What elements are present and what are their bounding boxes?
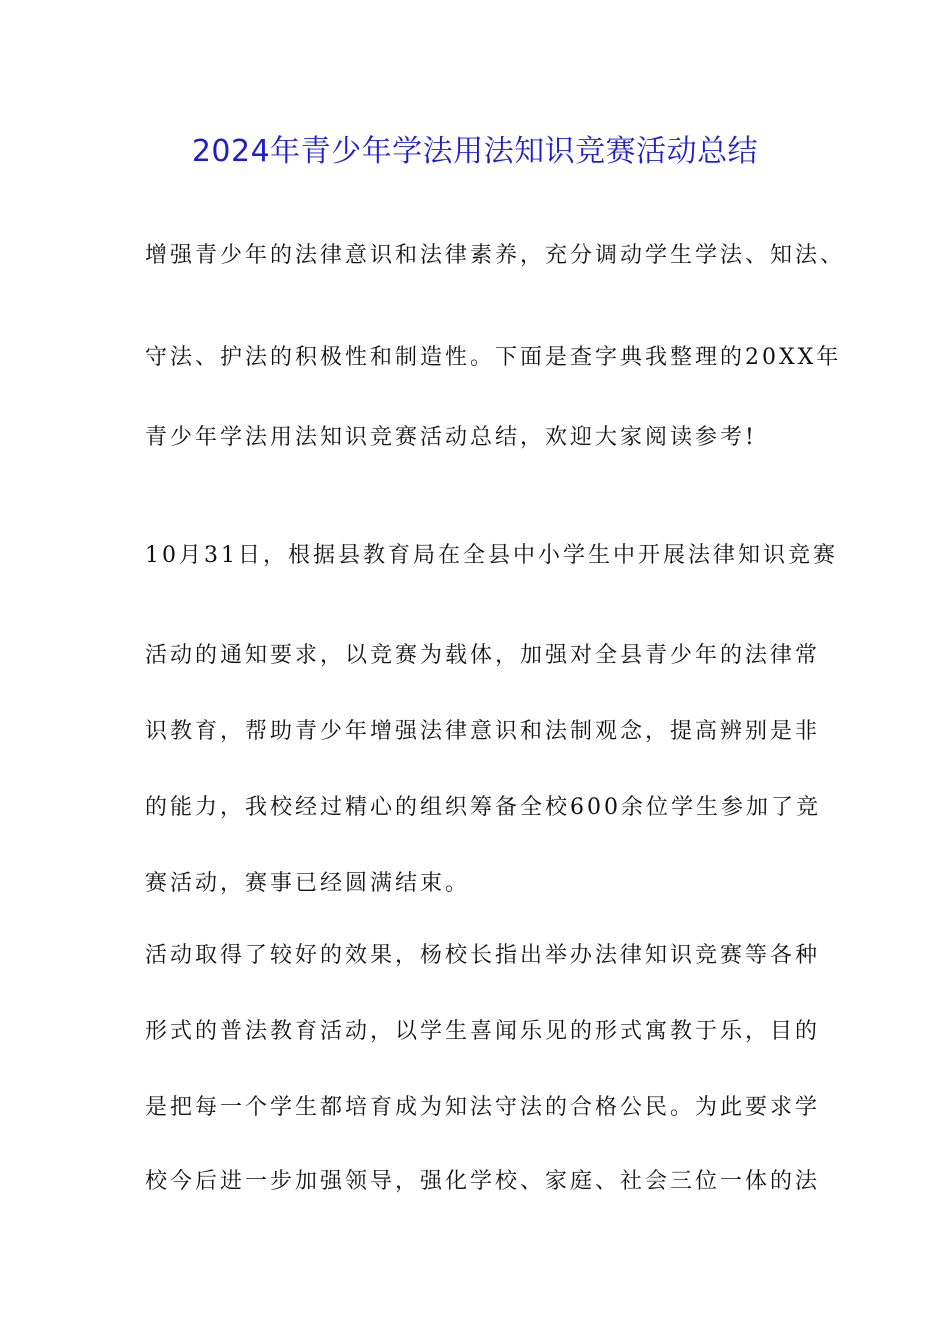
body-line-5: 赛活动，赛事已经圆满结束。 [145,871,471,896]
document-title: 2024年青少年学法用法知识竞赛活动总结 [191,134,759,169]
body-line-8: 是把每一个学生都培育成为知法守法的合格公民。为此要求学 [145,1095,821,1120]
body-line-2: 活动的通知要求，以竞赛为载体，加强对全县青少年的法律常 [145,643,821,668]
body-line-1: 10月31日，根据县教育局在全县中小学生中开展法律知识竞赛 [145,543,838,568]
intro-line-1: 增强青少年的法律意识和法律素养，充分调动学生学法、知法、 [145,243,846,268]
body-line-9: 校今后进一步加强领导，强化学校、家庭、社会三位一体的法 [145,1169,821,1194]
body-line-6: 活动取得了较好的效果，杨校长指出举办法律知识竞赛等各种 [145,943,821,968]
intro-line-2: 守法、护法的积极性和制造性。下面是查字典我整理的20XX年 [145,345,842,370]
intro-line-3: 青少年学法用法知识竞赛活动总结，欢迎大家阅读参考! [145,425,757,450]
body-line-4: 的能力，我校经过精心的组织筹备全校600余位学生参加了竞 [145,795,821,820]
body-line-7: 形式的普法教育活动，以学生喜闻乐见的形式寓教于乐，目的 [145,1019,821,1044]
body-line-3: 识教育，帮助青少年增强法律意识和法制观念，提高辨别是非 [145,719,821,744]
